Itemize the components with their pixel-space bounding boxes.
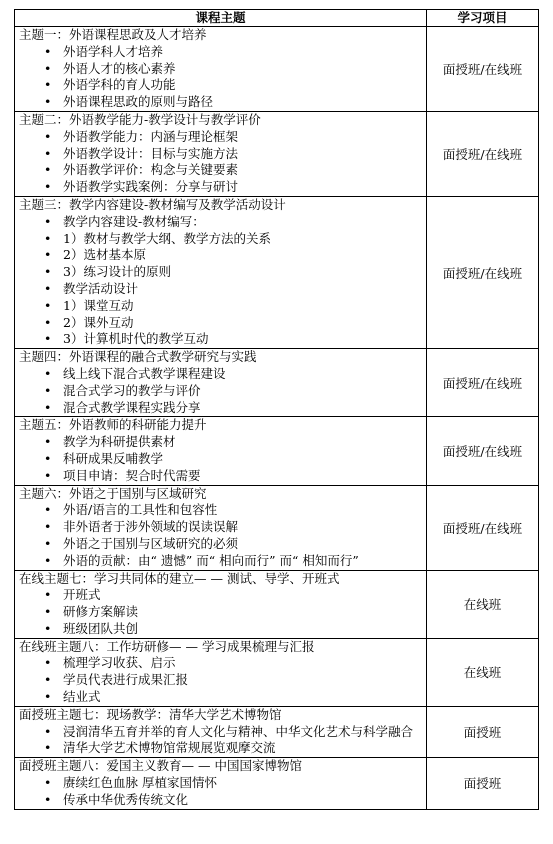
topic-cell [15, 27, 427, 112]
header-project: 学习项目 [427, 10, 539, 27]
list-item: • 传承中华优秀传统文化 [19, 792, 423, 809]
project-cell: 面授班/在线班 [427, 196, 539, 348]
topic-cell [15, 111, 427, 196]
list-item: • 梳理学习收获、启示 [19, 655, 423, 672]
table-header-row [15, 10, 539, 27]
topic-title: 主题四：外语课程的融合式教学研究与实践 [19, 349, 257, 365]
topic-items [19, 434, 423, 484]
list-item: • 混合式教学课程实践分享 [19, 400, 423, 417]
topic-cell [15, 758, 427, 809]
table-row [15, 570, 539, 638]
topic-items [19, 129, 423, 196]
table-row [15, 485, 539, 570]
topic-cell [15, 570, 427, 638]
project-cell: 面授班 [427, 758, 539, 809]
table-row [15, 758, 539, 809]
list-item: • 学员代表进行成果汇报 [19, 672, 423, 689]
project-cell: 面授班/在线班 [427, 349, 539, 417]
topic-items [19, 775, 423, 809]
topic-title: 主题一：外语课程思政及人才培养 [19, 27, 207, 42]
project-cell: 在线班 [427, 638, 539, 706]
list-item: • 3）练习设计的原则 [19, 264, 423, 281]
topic-cell [15, 196, 427, 348]
list-item: • 外语人才的核心素养 [19, 61, 423, 78]
list-item: • 外语学科人才培养 [19, 44, 423, 61]
list-item: • 线上线下混合式教学课程建设 [19, 366, 423, 383]
project-cell: 面授班/在线班 [427, 27, 539, 112]
list-item: • 外语教学实践案例：分享与研讨 [19, 179, 423, 196]
list-item: • 外语课程思政的原则与路径 [19, 94, 423, 111]
list-item: • 教学内容建设-教材编写： [19, 214, 423, 231]
topic-title: 面授班主题七：现场教学：清华大学艺术博物馆 [19, 706, 282, 722]
list-item: • 外语学科的育人功能 [19, 77, 423, 94]
list-item: • 外语教学评价：构念与关键要素 [19, 162, 423, 179]
project-cell: 面授班/在线班 [427, 485, 539, 570]
project-cell: 面授班/在线班 [427, 111, 539, 196]
table-row [15, 196, 539, 348]
list-item: • 外语教学能力：内涵与理论框架 [19, 129, 423, 146]
list-item: • 混合式学习的教学与评价 [19, 383, 423, 400]
list-item: • 2）课外互动 [19, 315, 423, 332]
list-item: • 科研成果反哺教学 [19, 451, 423, 468]
topic-title: 在线班主题八：工作坊研修— — 学习成果梳理与汇报 [19, 638, 315, 654]
table-row [15, 417, 539, 485]
list-item: • 班级团队共创 [19, 621, 423, 638]
table-row [15, 349, 539, 417]
list-item: • 清华大学艺术博物馆常规展览观摩交流 [19, 740, 423, 757]
topic-items [19, 44, 423, 111]
topic-title: 主题二：外语教学能力-教学设计与教学评价 [19, 111, 261, 127]
list-item: • 非外语者于涉外领域的误读误解 [19, 519, 423, 536]
table-row [15, 638, 539, 706]
list-item: • 研修方案解读 [19, 604, 423, 621]
topic-items [19, 366, 423, 416]
topic-title: 面授班主题八：爱国主义教育— — 中国国家博物馆 [19, 758, 302, 774]
table-row [15, 111, 539, 196]
list-item: • 外语教学设计：目标与实施方法 [19, 146, 423, 163]
list-item: • 教学活动设计 [19, 281, 423, 298]
list-item: • 外语/语言的工具性和包容性 [19, 502, 423, 519]
list-item: • 项目申请：契合时代需要 [19, 468, 423, 485]
topic-items [19, 655, 423, 705]
topic-cell [15, 417, 427, 485]
project-cell: 在线班 [427, 570, 539, 638]
topic-items [19, 214, 423, 348]
list-item: • 外语之于国别与区域研究的必须 [19, 536, 423, 553]
topic-cell [15, 706, 427, 757]
list-item: • 1）课堂互动 [19, 298, 423, 315]
list-item: • 3）计算机时代的教学互动 [19, 331, 423, 348]
topic-cell [15, 638, 427, 706]
list-item: • 开班式 [19, 587, 423, 604]
list-item: • 外语的贡献：由“ 遗憾” 而“ 相向而行” 而“ 相知而行” [19, 553, 423, 570]
course-table-container [14, 9, 538, 810]
course-table [14, 9, 539, 810]
topic-title: 主题五：外语教师的科研能力提升 [19, 417, 207, 433]
header-topic: 课程主题 [15, 10, 427, 27]
topic-title: 主题六：外语之于国别与区域研究 [19, 485, 207, 501]
project-cell: 面授班 [427, 706, 539, 757]
project-cell: 面授班/在线班 [427, 417, 539, 485]
table-row [15, 27, 539, 112]
topic-cell [15, 485, 427, 570]
topic-items [19, 502, 423, 569]
list-item: • 赓续红色血脉 厚植家国情怀 [19, 775, 423, 792]
topic-items [19, 587, 423, 637]
topic-title: 主题三：教学内容建设-教材编写及教学活动设计 [19, 196, 286, 212]
table-row [15, 706, 539, 757]
topic-cell [15, 349, 427, 417]
topic-title: 在线主题七：学习共同体的建立— — 测试、导学、开班式 [19, 570, 340, 586]
list-item: • 教学为科研提供素材 [19, 434, 423, 451]
list-item: • 1）教材与教学大纲、教学方法的关系 [19, 231, 423, 248]
list-item: • 2）选材基本原 [19, 247, 423, 264]
list-item: • 浸润清华五育并举的育人文化与精神、中华文化艺术与科学融合 [19, 724, 423, 741]
list-item: • 结业式 [19, 689, 423, 706]
topic-items [19, 724, 423, 758]
